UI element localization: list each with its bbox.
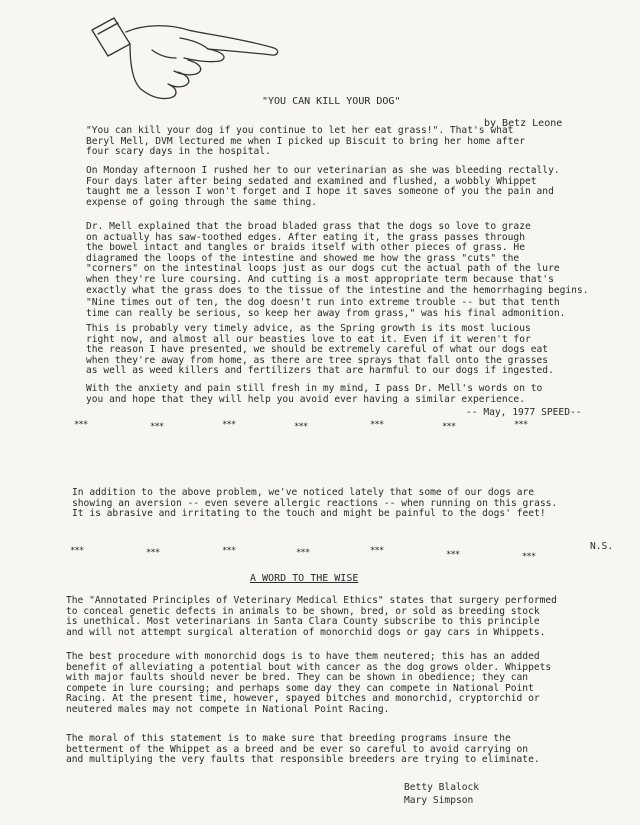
paragraph: The "Annotated Principles of Veterinary Medical Ethics" states that surgery performed to conceal genetic defects in animals to be shown, bred, or sold as breeding stock is unethical. Most veterinarians in Santa Clara County subscribe to this principle and will not attempt surgical alteration of monorchid dogs or gay cars in Whippets.	[66, 595, 557, 638]
source-citation: -- May, 1977 SPEED--	[466, 407, 582, 418]
initials: N.S.	[590, 541, 614, 552]
paragraph: On Monday afternoon I rushed her to our veterinarian as she was bleeding rectally. Four days later after being sedated and examined and flushed, a wobbly Whippet taught me a lesson I won't forget and I hope it saves someone of you the pain and expense of going through the same thing.	[86, 165, 560, 208]
separator-mark: ***	[446, 550, 460, 560]
separator-mark: ***	[514, 420, 528, 430]
paragraph: Dr. Mell explained that the broad bladed grass that the dogs so love to graze on actually has saw-toothed edges. After eating it, the grass passes through the bowel intact and tangles or braids itself with other pieces of grass. He diagramed the loops of the intestine and showed me how the grass "cuts" the "corners" on the intestinal loops just as our dogs cut the actual path of the lure when they're lure coursing. And cutting is a most appropriate term because that's exactly what the grass does to the tissue of the intestine and the hemorrhaging begins.	[86, 221, 589, 296]
separator-mark: ***	[370, 420, 384, 430]
paragraph: The best procedure with monorchid dogs is to have them neutered; this has an added benefit of alleviating a potential bout with cancer as the dog grows older. Whippets with major faults should never be bred. They can be shown in obedience; they can compete in lure coursing; and perhaps some day they can compete in National Point Racing. At the present time, however, spayed bitches and monorchid, cryptorchid or neutered males may not compete in National Point Racing.	[66, 651, 552, 715]
separator-mark: ***	[146, 548, 160, 558]
separator-mark: ***	[294, 422, 308, 432]
byline: by Betz Leone	[484, 118, 563, 129]
signature-name: Mary Simpson	[404, 795, 474, 806]
paragraph: With the anxiety and pain still fresh in my mind, I pass Dr. Mell's words on to you and hope that they will help you avoid ever having a similar experience.	[86, 383, 543, 405]
separator-mark: ***	[442, 422, 456, 432]
separator-mark: ***	[222, 420, 236, 430]
separator-mark: ***	[296, 548, 310, 558]
paragraph: "You can kill your dog if you continue to let her eat grass!". That's what Beryl Mell, DVM lectured me when I picked up Biscuit to bring her home after four scary days in the hospital.	[86, 125, 525, 158]
paragraph: This is probably very timely advice, as the Spring growth is its most lucious right now, and almost all our beasties love to eat it. Even if it weren't for the reason I have presented, we should be extremely careful of what our dogs eat when they're away from home, as there are tree sprays that fall onto the grasses as well as weed killers and fertilizers that are harmful to our dogs if ingested.	[86, 323, 554, 377]
separator-mark: ***	[74, 420, 88, 430]
paragraph: "Nine times out of ten, the dog doesn't run into extreme trouble -- but that tenth time can really be serious, so keep her away from grass," was his final admonition.	[86, 297, 566, 319]
separator	[70, 418, 550, 430]
separator-mark: ***	[522, 552, 536, 562]
section-heading: A WORD TO THE WISE	[250, 573, 359, 584]
separator-mark: ***	[222, 546, 236, 556]
separator-mark: ***	[70, 546, 84, 556]
article-title: "YOU CAN KILL YOUR DOG"	[262, 96, 401, 107]
separator-mark: ***	[150, 422, 164, 432]
pointing-hand-illustration	[84, 8, 284, 108]
signature-name: Betty Blalock	[404, 782, 480, 793]
separator-mark: ***	[370, 546, 384, 556]
paragraph: The moral of this statement is to make sure that breeding programs insure the betterment of the Whippet as a breed and be ever so careful to avoid carrying on and multiplying the very faults that responsible breeders are trying to eliminate.	[66, 733, 540, 766]
separator	[70, 544, 550, 562]
addendum: In addition to the above problem, we've noticed lately that some of our dogs are showing an aversion -- even severe allergic reactions -- when running on this grass. It is abrasive and irritating to the touch and might be painful to the dogs' feet!	[72, 487, 558, 520]
